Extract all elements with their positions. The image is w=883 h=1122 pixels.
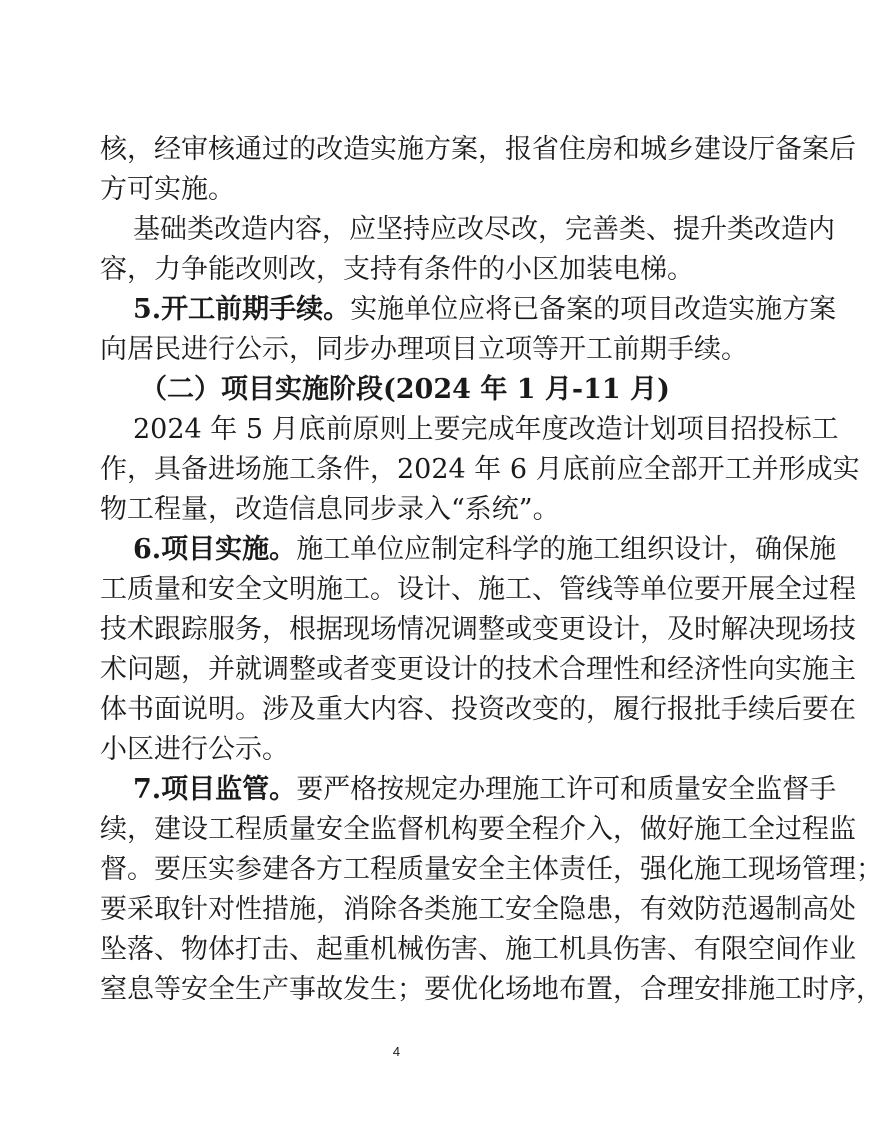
item-title: 6.项目实施。 <box>133 534 297 565</box>
line-text: 向居民进行公示，同步办理项目立项等开工前期手续。 <box>100 334 748 365</box>
line-text: 作，具备进场施工条件，2024 年 6 月底前应全部开工并形成实 <box>100 454 860 485</box>
text-line <box>133 292 837 328</box>
line-text: 施工单位应制定科学的施工组织设计，确保施 <box>296 534 837 565</box>
text-line <box>133 772 837 808</box>
text-line <box>100 252 697 288</box>
text-line <box>100 332 748 368</box>
text-line <box>100 732 697 768</box>
line-text: 督。要压实参建各方工程质量安全主体责任，强化施工现场管理； <box>100 854 883 885</box>
text-line <box>100 612 856 648</box>
text-line <box>100 812 856 848</box>
line-text: 要严格按规定办理施工许可和质量安全监督手 <box>296 774 837 805</box>
item-title: 7.项目监管。 <box>133 774 297 805</box>
text-line <box>100 172 697 208</box>
text-line <box>100 932 856 968</box>
line-text: 2024 年 5 月底前原则上要完成年度改造计划项目招投标工 <box>133 414 839 445</box>
text-line <box>100 452 860 488</box>
text-line <box>100 852 883 888</box>
section-heading <box>140 372 670 408</box>
line-text: 容，力争能改则改，支持有条件的小区加装电梯。 <box>100 254 694 285</box>
line-text: 小区进行公示。 <box>100 734 289 765</box>
line-text: 核，经审核通过的改造实施方案，报省住房和城乡建设厅备案后 <box>100 134 856 165</box>
line-text: 工质量和安全文明施工。设计、施工、管线等单位要开展全过程 <box>100 574 856 605</box>
text-line <box>100 572 856 608</box>
item-title: （二）项目实施阶段(2024 年 1 月-11 月) <box>140 374 670 405</box>
line-text: 方可实施。 <box>100 174 235 205</box>
line-text: 实施单位应将已备案的项目改造实施方案 <box>350 294 837 325</box>
text-line <box>100 692 856 728</box>
line-text: 要采取针对性措施，消除各类施工安全隐患，有效防范遏制高处 <box>100 894 856 925</box>
page-number: 4 <box>392 1044 401 1059</box>
text-line <box>100 492 697 528</box>
item-title: 5.开工前期手续。 <box>133 294 351 325</box>
line-text: 续，建设工程质量安全监督机构要全程介入，做好施工全过程监 <box>100 814 856 845</box>
text-line <box>133 212 835 248</box>
line-text: 体书面说明。涉及重大内容、投资改变的，履行报批手续后要在 <box>100 694 856 725</box>
text-line <box>133 532 837 568</box>
line-text: 技术跟踪服务，根据现场情况调整或变更设计，及时解决现场技 <box>100 614 856 645</box>
text-line <box>100 652 856 688</box>
text-line <box>100 132 856 168</box>
line-text: 基础类改造内容，应坚持应改尽改，完善类、提升类改造内 <box>133 214 835 245</box>
line-text: 术问题，并就调整或者变更设计的技术合理性和经济性向实施主 <box>100 654 856 685</box>
line-text: 物工程量，改造信息同步录入“系统”。 <box>100 494 560 525</box>
text-line <box>133 412 839 448</box>
text-line <box>100 892 856 928</box>
line-text: 窒息等安全生产事故发生；要优化场地布置，合理安排施工时序， <box>100 974 883 1005</box>
text-line <box>100 972 883 1008</box>
line-text: 坠落、物体打击、起重机械伤害、施工机具伤害、有限空间作业 <box>100 934 856 965</box>
